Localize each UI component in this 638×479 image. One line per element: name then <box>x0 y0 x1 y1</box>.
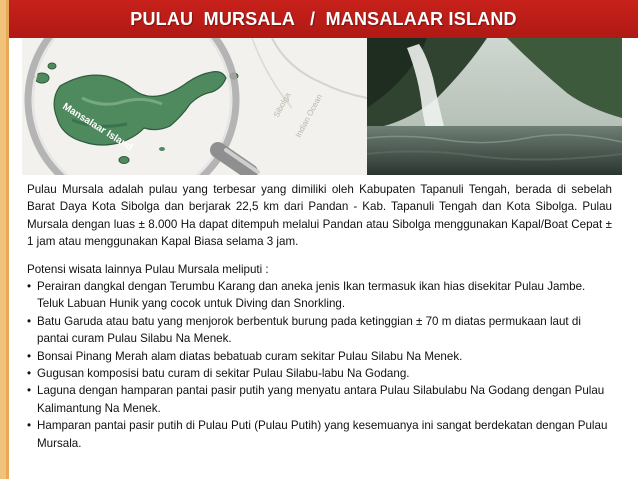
map-label-indian-ocean: Indian Ocean <box>293 92 325 139</box>
potential-intro: Potensi wisata lainnya Pulau Mursala meliputi : <box>27 262 269 276</box>
list-item: • Perairan dangkal dengan Terumbu Karang dan aneka jenis Ikan termasuk ikan hias disekitar Pulau Jambe. Teluk Labuan Hunik yang cocok untuk Diving dan Snorkling. <box>27 280 586 311</box>
island-map-illustration <box>22 38 367 175</box>
bullet-icon: • <box>27 367 32 381</box>
content-area <box>27 181 612 452</box>
map-label-sibolga: Sibolga <box>271 91 293 119</box>
map-label-mansalaar: Mansalaar Island <box>60 101 135 154</box>
island-shape <box>54 72 226 145</box>
list-item: • Hamparan pantai pasir putih di Pulau Puti (Pulau Putih) yang kesemuanya ini sangat berdekatan dengan Pulau Mursala. <box>27 419 608 450</box>
header-image <box>22 38 622 175</box>
bullet-icon: • <box>27 349 32 363</box>
islet <box>48 63 56 69</box>
islet <box>159 147 165 151</box>
waterfall-photo <box>367 38 622 175</box>
list-item: • Gugusan komposisi batu curam di sekitar Pulau Silabu-labu Na Godang. <box>27 365 612 382</box>
left-accent-stripe-inner <box>6 0 9 479</box>
map-panel <box>22 38 367 175</box>
title-bar <box>9 0 638 38</box>
list-item: • Bonsai Pinang Merah alam diatas bebatuab curam sekitar Pulau Silabu Na Menek. <box>27 348 612 365</box>
list-item: • Batu Garuda atau batu yang menjorok berbentuk burung pada ketinggian ± 70 m diatas permukaan laut di pantai curam Pulau Silabu Na Menek. <box>27 314 581 346</box>
list-item: • Laguna dengan hamparan pantai pasir putih yang menyatu antara Pulau Silabulabu Na Godang dengan Pulau Kalimantung Na Menek. <box>27 384 605 415</box>
islet <box>119 157 129 164</box>
bullet-icon: • <box>27 384 32 398</box>
waterfall-illustration <box>367 38 622 175</box>
bullet-icon: • <box>27 280 32 294</box>
bullet-icon: • <box>27 314 32 328</box>
page-title: PULAU MURSALA / MANSALAAR ISLAND <box>130 8 517 29</box>
bullet-icon: • <box>27 419 32 433</box>
description-paragraph: Pulau Mursala adalah pulau yang terbesar yang dimiliki oleh Kabupaten Tapanuli Tengah, berada di sebelah Barat Daya Kota Sibolga dan berjarak 22,5 km dari Pandan - Kab. Tapanuli Tengah dan Kota Sibolga. Pulau Mursala dengan luas ± 8.000 Ha dapat ditempuh melalui Pandan atau Sibolga menggunakan Kapal/Boat Cepat ± 1 jam atau menggunakan Kapal Biasa selama 3 jam. <box>27 183 612 249</box>
potential-list <box>27 278 612 452</box>
